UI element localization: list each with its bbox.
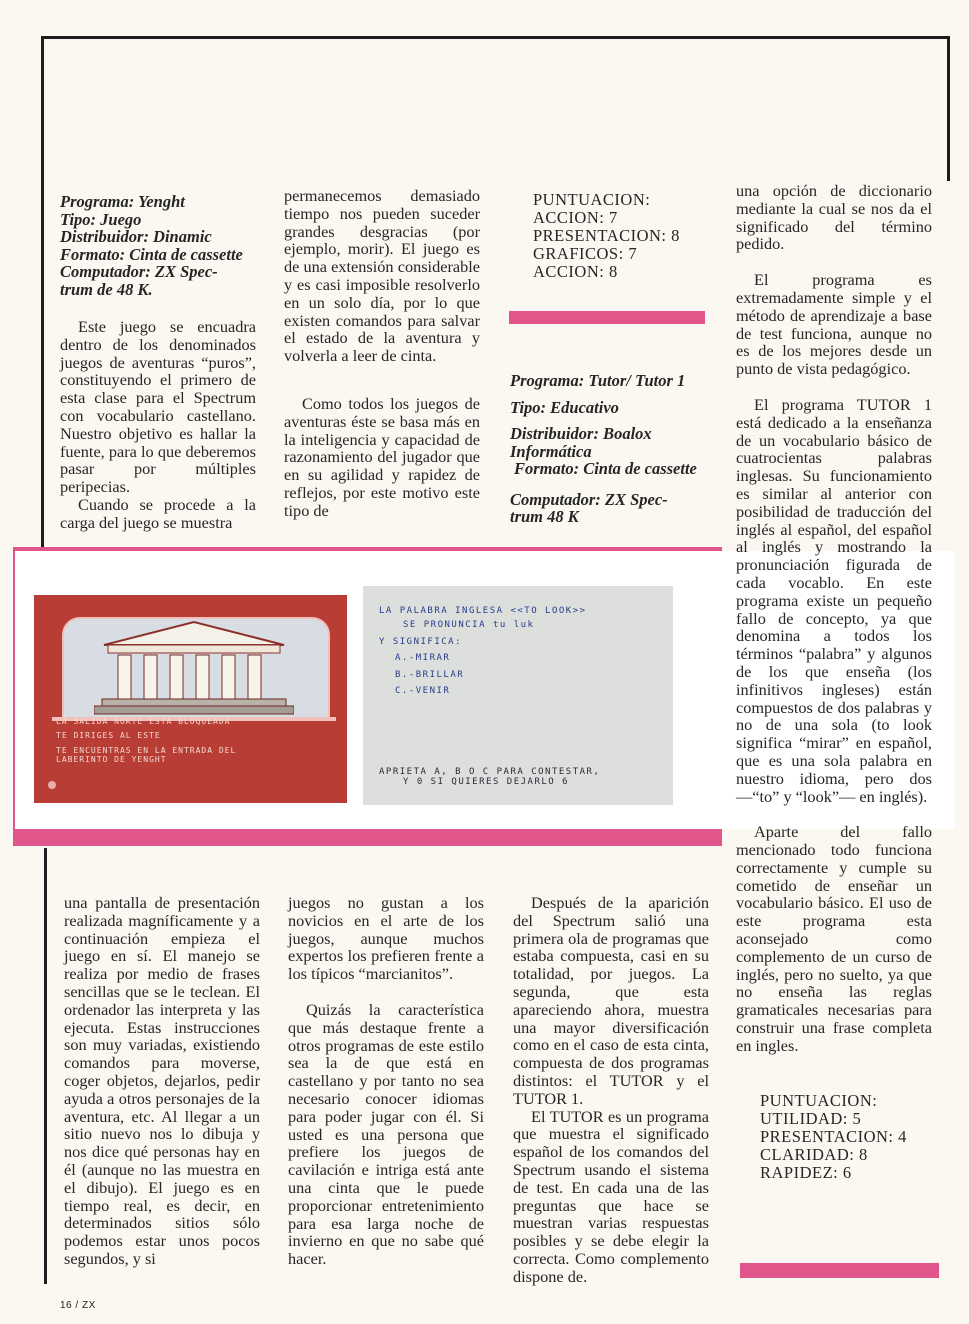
paragraph: una opción de diccionario mediante la cual se nos da el significado del término pedido.: [736, 181, 932, 254]
paragraph: Después de la aparición del Spectrum salió una primera ola de programas que estaba compuesta, casi en su totalidad, por juegos. La segunda, que esta apareciendo ahora, muestra una mayor diversificación como en el caso de esta cinta, compuesta de dos programas distintos: el TUTOR y el TUTOR 1.: [513, 893, 709, 1108]
score-line: PUNTUACION:: [533, 190, 651, 209]
yenght-spec: [60, 193, 255, 298]
right-rule: [947, 36, 950, 181]
col2-bottom-text: [288, 894, 484, 1268]
tutor-spec: [510, 372, 706, 535]
tutor-option-c: C.-VENIR: [395, 686, 451, 696]
score-line: RAPIDEZ: 6: [760, 1163, 852, 1182]
score-line: ACCION: 8: [533, 262, 618, 281]
spec-line: Formato: Cinta de cassette: [514, 459, 697, 478]
col1-top-text: [60, 318, 256, 532]
pink-bar-bottom-right: [740, 1263, 939, 1278]
tutor-line-3: Y SIGNIFICA:: [379, 637, 463, 647]
spec-line: Tipo: Juego: [60, 209, 142, 229]
page-footer: 16 / ZX: [60, 1300, 96, 1311]
spec-line: Distribuidor: Dinamic: [60, 227, 212, 246]
spec-line: Programa: Yenght: [60, 192, 185, 211]
spec-line: trum de 48 K.: [60, 279, 153, 299]
tutor-option-b: B.-BRILLAR: [395, 670, 465, 680]
paragraph: El programa es extremadamente simple y el método de aprendizaje a base de test funciona, aunque no es de los mejores desde un punto de vista pedagógico.: [736, 270, 932, 379]
col2-top-text: [284, 187, 480, 520]
col4-text: [736, 182, 932, 1055]
spec-line: Distribuidor: Boalox: [510, 424, 652, 443]
paragraph: Cuando se procede a la carga del juego se muestra: [60, 494, 256, 532]
spec-line: trum 48 K: [510, 507, 579, 526]
yenght-screenshot: [34, 595, 347, 803]
tutor-score-2: [760, 1092, 907, 1182]
tutor-option-a: A.-MIRAR: [395, 653, 451, 663]
score-line: PUNTUACION:: [760, 1091, 878, 1110]
spec-line: Computador: ZX Spec-: [510, 489, 668, 509]
tutor-line-2: SE PRONUNCIA tu luk: [403, 620, 535, 630]
left-rule: [41, 36, 44, 548]
col1-bottom-text: [64, 894, 260, 1268]
score-line: PRESENTACION: 4: [760, 1127, 907, 1146]
paragraph: Quizás la característica que más destaque frente a otros programas de este estilo sea la de que está en castellano y por tanto no sea necesario conocer idiomas para poder jugar con él. Si usted es una persona que prefiere los juegos de cavilación e intriga está ante una cinta que le puede proporcionar entretenimiento para esa larga noche de invierno en que no sabe qué hacer.: [288, 999, 484, 1269]
yenght-line-1: LA SALIDA NORTE ESTA BLOQUEADA: [56, 717, 231, 726]
tutor-line-1: LA PALABRA INGLESA <<TO LOOK>>: [379, 606, 587, 616]
paragraph: permanecemos demasiado tiempo nos pueden suceder grandes desgracias (por ejemplo, morir). El juego es de una extensión considerable y es casi imposible resolverlo en un solo día, por lo que existen comandos para salvar el estado de la aventura y volverla a leer de cinta.: [284, 186, 480, 366]
yenght-line-3: TE ENCUENTRAS EN LA ENTRADA DEL: [56, 746, 237, 755]
tutor-footer-2: Y 0 SI QUIERES DEJARLO 6: [403, 777, 570, 787]
paragraph: Aparte del fallo mencionado todo funciona correctamente y cumple su cometido de enseñar un vocabulario básico. El uso de este programa esta aconsejado como complemento de un curso de inglés, pero no suelto, ya que no enseña las reglas gramaticales necesarias para construir una frase completa en ingles.: [736, 822, 932, 1055]
spec-line: Formato: Cinta de cassette: [60, 244, 243, 264]
score-line: PRESENTACION: 8: [533, 226, 680, 245]
paragraph: una pantalla de presentación realizada magníficamente y a continuación empieza el juego en sí. El manejo se realiza por medio de frases sencillas que se le teclean. El ordenador las interpreta y las ejecuta. Estas instrucciones son muy variadas, existiendo comandos para moverse, coger objetos, dejarlos, pedir ayuda a otros personajes de la aventura, etc. Al llegar a un sitio nuevo nos lo dibuja y nos dice qué personas hay en él (aunque no las muestra en el dibujo). El juego es en tiempo real, es decir, en determinados sitios sólo podemos estar unos pocos segundos, y si: [64, 893, 260, 1268]
paragraph: Este juego se encuadra dentro de los denominados juegos de aventuras “puros”, constituyendo el primero de esta clase para el Spectrum con vocabulario castellano. Nuestro objetivo es hallar la fuente, para lo que deberemos pasar por múltiples peripecias.: [60, 317, 256, 497]
score-line: CLARIDAD: 8: [760, 1145, 868, 1164]
score-line: UTILIDAD: 5: [760, 1109, 862, 1128]
spec-line: Tipo: Educativo: [510, 397, 619, 417]
yenght-line-4: LABERINTO DE YENGHT: [56, 755, 167, 764]
pink-bar-tutor: [509, 311, 705, 324]
paragraph: juegos no gustan a los novicios en el arte de los juegos, aunque muchos expertos los prefieren frente a los típicos “marcianitos”.: [288, 893, 484, 984]
tutor-screenshot: [363, 586, 673, 805]
tutor-score-1: [533, 191, 680, 281]
score-line: GRAFICOS: 7: [533, 244, 638, 263]
cursor-mark: [48, 781, 56, 789]
yenght-line-2: TE DIRIGES AL ESTE: [56, 731, 161, 740]
score-line: ACCION: 7: [533, 208, 618, 227]
spec-line: Programa: Tutor/ Tutor 1: [510, 371, 686, 390]
top-rule: [41, 36, 950, 39]
spec-line: Informática: [510, 441, 592, 461]
paragraph: Como todos los juegos de aventuras éste se basa más en la inteligencia y capacidad de razonamiento del jugador que en su agilidad y rapidez de reflejos, por este motivo este tipo de: [284, 393, 480, 520]
left-rule-bottom: [44, 848, 47, 1284]
paragraph: El programa TUTOR 1 está dedicado a la enseñanza de un vocabulario básico de cuatrocientas palabras inglesas. Su funcionamiento es similar al anterior con posibilidad de traducción del inglés al español, del español al inglés y mostrando la pronunciación figurada de cada vocablo. En este programa existe un pequeño fallo de concepto, ya que denomina a todos los términos “palabra” y algunos de los que enseña (los infinitivos ingleses) están compuestos de dos palabras y no de una sola (to look significa “mirar” en español, que es una sola palabra en nuestro idioma, pero dos —“to” y “look”— en inglés).: [736, 394, 932, 806]
tutor-footer-1: APRIETA A, B O C PARA CONTESTAR,: [379, 767, 601, 777]
temple-icon: [94, 619, 294, 717]
paragraph: El TUTOR es un programa que muestra el significado español de los comandos del Spectrum usando el sistema de test. En cada una de las preguntas que hace se muestran varias respuestas posibles y se debe elegir la correcta. Como complemento dispone de.: [513, 1106, 709, 1286]
spec-line: Computador: ZX Spec-: [60, 262, 218, 281]
col3-bottom-text: [513, 894, 709, 1286]
